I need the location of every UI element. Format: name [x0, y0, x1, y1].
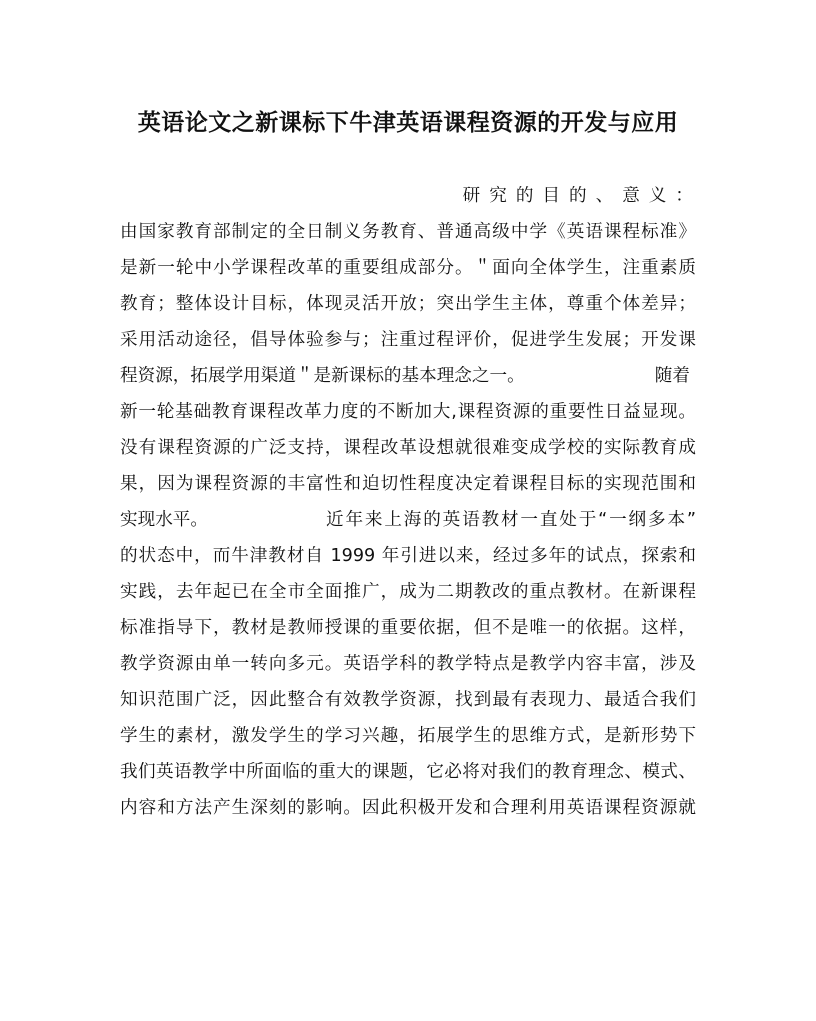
body-line: 标准指导下，教材是教师授课的重要依据，但不是唯一的依据。这样， — [120, 618, 696, 638]
body-line: 学生的素材，激发学生的学习兴趣，拓展学生的思维方式，是新形势下 — [120, 726, 696, 746]
body-line: 教育；整体设计目标，体现灵活开放；突出学生主体，尊重个体差异； — [120, 294, 696, 314]
body-line-segment: 实现水平。 — [120, 510, 208, 530]
body-line: 果，因为课程资源的丰富性和迫切性程度决定着课程目标的实现范围和 — [120, 474, 696, 494]
body-line: 的状态中，而牛津教材自 1999 年引进以来，经过多年的试点，探索和 — [120, 546, 696, 566]
body-line: 新一轮基础教育课程改革力度的不断加大,课程资源的重要性日益显现。 — [120, 402, 696, 422]
body-line — [120, 358, 696, 394]
document-body — [120, 178, 702, 826]
body-line: 没有课程资源的广泛支持，课程改革设想就很难变成学校的实际教育成 — [120, 438, 696, 458]
body-line: 实践，去年起已在全市全面推广，成为二期教改的重点教材。在新课程 — [120, 582, 696, 602]
body-line-segment: 随着 — [654, 366, 690, 386]
document-title: 英语论文之新课标下牛津英语课程资源的开发与应用 — [137, 109, 679, 136]
body-line: 我们英语教学中所面临的重大的课题，它必将对我们的教育理念、模式、 — [120, 762, 696, 782]
body-line: 由国家教育部制定的全日制义务教育、普通高级中学《英语课程标准》 — [120, 222, 696, 242]
section-heading-text: 研究的目的、意义： — [462, 186, 702, 206]
body-line — [120, 502, 696, 538]
body-line: 是新一轮中小学课程改革的重要组成部分。＂面向全体学生，注重素质 — [120, 258, 696, 278]
body-line: 教学资源由单一转向多元。英语学科的教学特点是教学内容丰富，涉及 — [120, 654, 696, 674]
body-line-segment: 近年来上海的英语教材一直处于“一纲多本” — [326, 510, 696, 530]
section-heading — [120, 178, 702, 214]
body-line: 采用活动途径，倡导体验参与；注重过程评价，促进学生发展；开发课 — [120, 330, 696, 350]
body-line: 内容和方法产生深刻的影响。因此积极开发和合理利用英语课程资源就 — [120, 798, 696, 818]
body-line: 知识范围广泛，因此整合有效教学资源，找到最有表现力、最适合我们 — [120, 690, 696, 710]
body-line-segment: 程资源，拓展学用渠道＂是新课标的基本理念之一。 — [120, 366, 525, 386]
